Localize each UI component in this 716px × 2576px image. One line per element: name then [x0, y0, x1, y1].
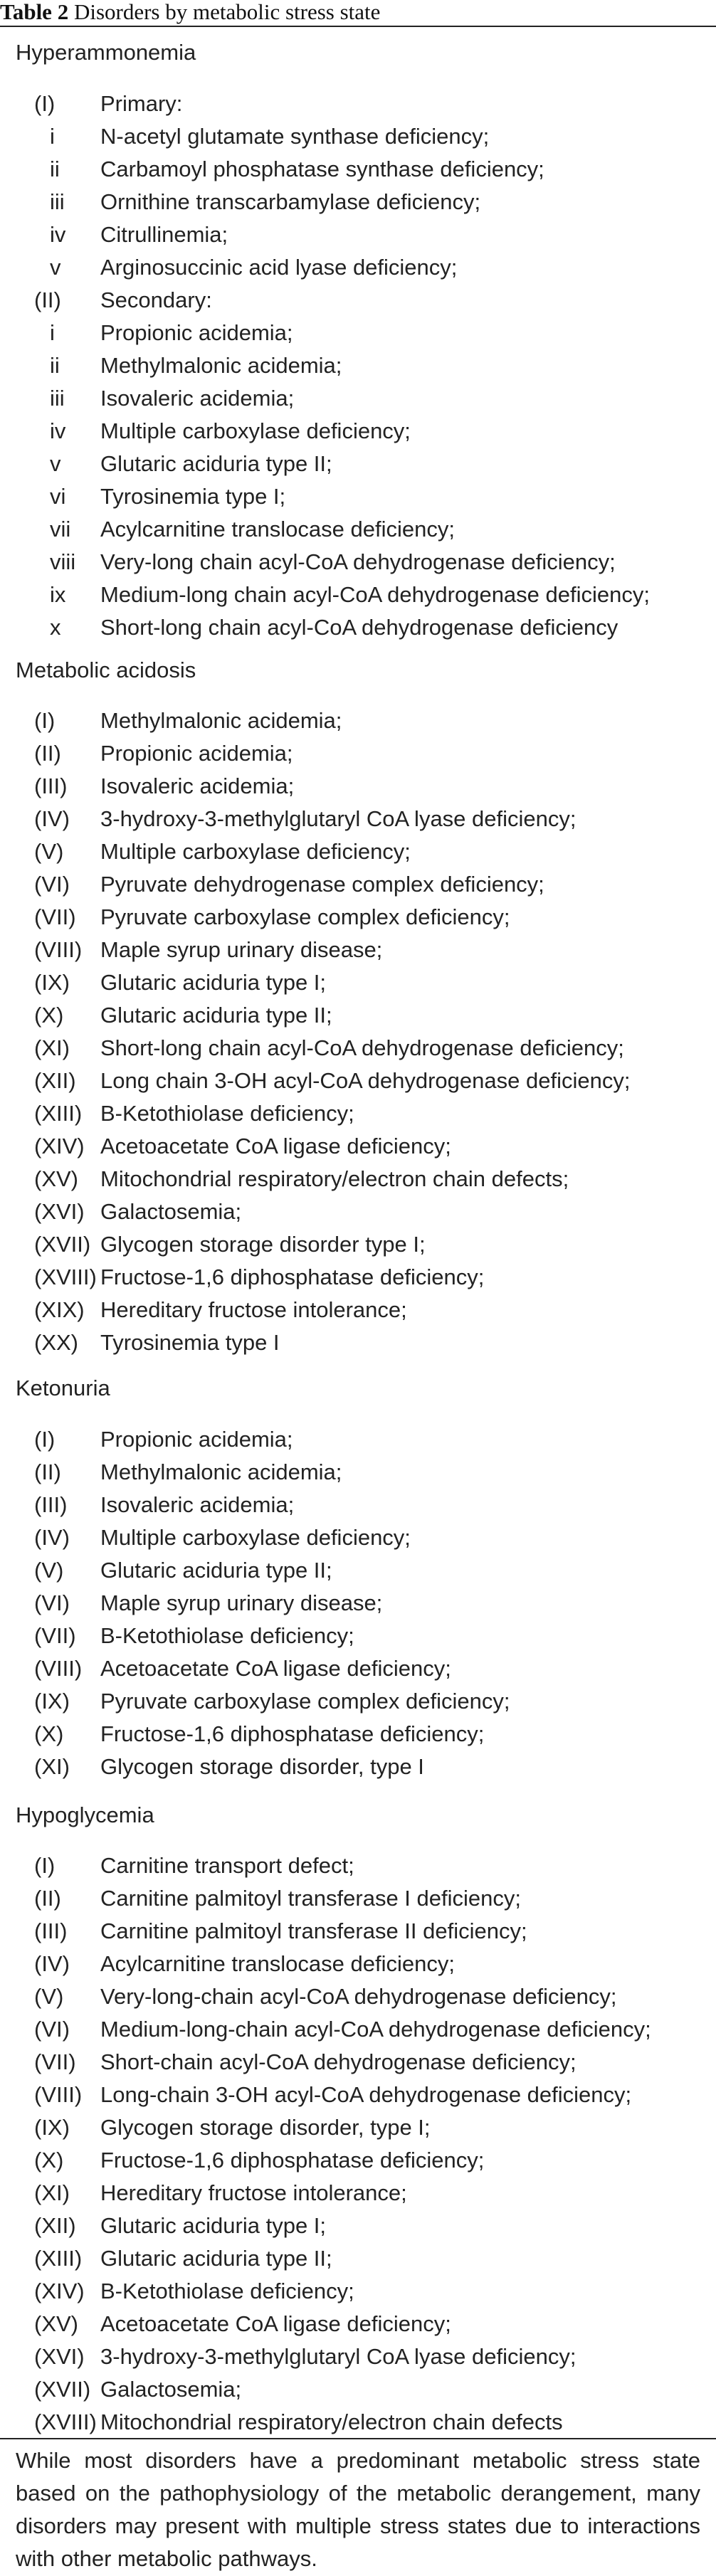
item-text: Citrullinemia; — [100, 222, 228, 247]
list-item — [0, 218, 716, 251]
item-number: viii — [50, 549, 76, 574]
list-item — [0, 1620, 716, 1652]
item-number: (IX) — [34, 970, 70, 995]
item-text: Short-chain acyl-CoA dehydrogenase deficiency; — [100, 2049, 577, 2074]
item-text: Glycogen storage disorder type I; — [100, 1232, 426, 1257]
list-item — [0, 999, 716, 1032]
table-label: Table 2 — [0, 0, 69, 24]
list-item — [0, 120, 716, 153]
item-number: (XV) — [34, 1166, 78, 1191]
list-item — [0, 1326, 716, 1359]
item-number: vi — [50, 484, 66, 509]
item-number: (VIII) — [34, 1656, 83, 1681]
item-number: (I) — [34, 91, 56, 116]
item-text: Methylmalonic acidemia; — [100, 353, 342, 378]
item-number: (IX) — [34, 1689, 70, 1714]
item-number: (II) — [34, 741, 61, 766]
item-text: Acetoacetate CoA ligase deficiency; — [100, 2311, 451, 2336]
item-number: (V) — [34, 1984, 64, 2009]
item-number: i — [50, 124, 55, 149]
item-number: (VIII) — [34, 937, 83, 962]
item-number: i — [50, 320, 55, 345]
item-number: (V) — [34, 839, 64, 864]
list-item — [0, 1456, 716, 1489]
list-item — [0, 1849, 716, 1882]
item-number: (IX) — [34, 2115, 70, 2140]
item-text: Methylmalonic acidemia; — [100, 708, 342, 733]
list-item — [0, 770, 716, 803]
item-number: iv — [50, 222, 66, 247]
table-caption — [0, 0, 716, 27]
item-number: (XII) — [34, 2213, 76, 2238]
item-text: Maple syrup urinary disease; — [100, 1590, 383, 1615]
item-text: Isovaleric acidemia; — [100, 774, 295, 798]
item-text: B-Ketothiolase deficiency; — [100, 1623, 354, 1648]
item-number: (VI) — [34, 2017, 70, 2042]
item-number: (VII) — [34, 904, 76, 929]
item-text: 3-hydroxy-3-methylglutaryl CoA lyase deficiency; — [100, 2344, 577, 2369]
list-item — [0, 349, 716, 382]
list-item — [0, 2079, 716, 2111]
item-text: Multiple carboxylase deficiency; — [100, 839, 411, 864]
item-text: Acylcarnitine translocase deficiency; — [100, 517, 455, 542]
item-number: (XIX) — [34, 1297, 85, 1322]
item-text: Hereditary fructose intolerance; — [100, 2180, 407, 2205]
item-number: (XVII) — [34, 1232, 91, 1257]
list-item — [0, 1294, 716, 1326]
item-number: (VII) — [34, 1623, 76, 1648]
item-number: (VI) — [34, 1590, 70, 1615]
list-item — [0, 382, 716, 415]
item-text: Tyrosinemia type I — [100, 1330, 280, 1355]
item-number: (VI) — [34, 872, 70, 897]
section-title-hyperammonemia: Hyperammonemia — [16, 40, 196, 65]
item-text: Tyrosinemia type I; — [100, 484, 286, 509]
item-number: (III) — [34, 1918, 68, 1943]
item-text: Multiple carboxylase deficiency; — [100, 418, 411, 443]
item-text: Carnitine transport defect; — [100, 1853, 354, 1878]
list-item — [0, 1915, 716, 1948]
list-item — [0, 2210, 716, 2242]
item-number: (XVI) — [34, 2344, 85, 2369]
list-item — [0, 2275, 716, 2308]
item-text: Mitochondrial respiratory/electron chain defects; — [100, 1166, 569, 1191]
item-number: (XVII) — [34, 2377, 91, 2402]
item-text: Glutaric aciduria type I; — [100, 2213, 327, 2238]
list-item — [0, 868, 716, 901]
list-item — [0, 1261, 716, 1294]
item-number: (VIII) — [34, 2082, 83, 2107]
list-item — [0, 88, 716, 120]
item-number: (I) — [34, 1427, 56, 1452]
list-item — [0, 704, 716, 737]
item-number: v — [50, 255, 61, 280]
item-text: Acetoacetate CoA ligase deficiency; — [100, 1134, 451, 1158]
list-item — [0, 934, 716, 966]
item-number: ii — [50, 353, 60, 378]
item-text: Glutaric aciduria type I; — [100, 970, 327, 995]
item-number: ix — [50, 582, 66, 607]
item-text: Propionic acidemia; — [100, 320, 293, 345]
list-item — [0, 480, 716, 513]
item-number: (XIV) — [34, 2279, 85, 2303]
item-text: Fructose-1,6 diphosphatase deficiency; — [100, 2148, 485, 2173]
table-title: Disorders by metabolic stress state — [68, 0, 381, 24]
list-item — [0, 2406, 716, 2439]
item-number: x — [50, 615, 61, 640]
item-number: (II) — [34, 1459, 61, 1484]
item-number: (XII) — [34, 1068, 76, 1093]
table-footnote: While most disorders have a predominant metabolic stress state based on the pathophysiology of the metabolic derangement, many disorders may present with multiple stress states due to interactions with other metabolic pathways. — [16, 2448, 700, 2571]
item-text: Fructose-1,6 diphosphatase deficiency; — [100, 1265, 485, 1289]
item-text: N-acetyl glutamate synthase deficiency; — [100, 124, 490, 149]
item-number: v — [50, 451, 61, 476]
list-item — [0, 1489, 716, 1521]
item-text: Arginosuccinic acid lyase deficiency; — [100, 255, 458, 280]
item-number: iii — [50, 386, 65, 411]
item-text: Short-long chain acyl-CoA dehydrogenase deficiency — [100, 615, 618, 640]
item-text: Carnitine palmitoyl transferase II deficiency; — [100, 1918, 527, 1943]
list-item — [0, 1554, 716, 1587]
list-item — [0, 1521, 716, 1554]
item-number: (II) — [34, 1886, 61, 1911]
list-item — [0, 2013, 716, 2046]
item-number: (II) — [34, 287, 61, 312]
list-item — [0, 611, 716, 644]
list-item — [0, 1685, 716, 1718]
item-number: (IV) — [34, 806, 70, 831]
list-item — [0, 1065, 716, 1097]
list-item — [0, 2144, 716, 2177]
item-text: Very-long chain acyl-CoA dehydrogenase deficiency; — [100, 549, 616, 574]
item-number: (X) — [34, 1003, 64, 1028]
list-item — [0, 737, 716, 770]
item-number: (XV) — [34, 2311, 78, 2336]
item-number: (XVI) — [34, 1199, 85, 1224]
item-number: (IV) — [34, 1525, 70, 1550]
list-item — [0, 2111, 716, 2144]
list-item — [0, 1097, 716, 1130]
item-text: B-Ketothiolase deficiency; — [100, 1101, 354, 1126]
item-text: Very-long-chain acyl-CoA dehydrogenase deficiency; — [100, 1984, 617, 2009]
list-item — [0, 1882, 716, 1915]
item-number: (X) — [34, 1721, 64, 1746]
item-text: Galactosemia; — [100, 1199, 242, 1224]
list-item — [0, 2373, 716, 2406]
list-item — [0, 1195, 716, 1228]
item-number: (XVIII) — [34, 2409, 97, 2434]
list-item — [0, 2308, 716, 2340]
item-text: Hereditary fructose intolerance; — [100, 1297, 407, 1322]
item-number: (III) — [34, 1492, 68, 1517]
item-number: (I) — [34, 1853, 56, 1878]
item-text: Glutaric aciduria type II; — [100, 1558, 332, 1583]
item-text: Methylmalonic acidemia; — [100, 1459, 342, 1484]
item-text: Isovaleric acidemia; — [100, 1492, 295, 1517]
item-text: Pyruvate carboxylase complex deficiency; — [100, 904, 510, 929]
item-text: Acylcarnitine translocase deficiency; — [100, 1951, 455, 1976]
item-number: (XVIII) — [34, 1265, 97, 1289]
item-number: (III) — [34, 774, 68, 798]
item-number: (XIV) — [34, 1134, 85, 1158]
item-text: Pyruvate carboxylase complex deficiency; — [100, 1689, 510, 1714]
item-text: Long-chain 3-OH acyl-CoA dehydrogenase deficiency; — [100, 2082, 632, 2107]
list-item — [0, 579, 716, 611]
item-text: Medium-long-chain acyl-CoA dehydrogenase deficiency; — [100, 2017, 651, 2042]
item-number: (XI) — [34, 1035, 70, 1060]
list-item — [0, 415, 716, 448]
item-number: (XIII) — [34, 1101, 83, 1126]
item-text: Primary: — [100, 91, 183, 116]
item-text: Carbamoyl phosphatase synthase deficiency; — [100, 157, 544, 181]
item-text: Maple syrup urinary disease; — [100, 937, 383, 962]
item-text: Carnitine palmitoyl transferase I deficiency; — [100, 1886, 521, 1911]
item-text: Multiple carboxylase deficiency; — [100, 1525, 411, 1550]
list-item — [0, 2177, 716, 2210]
list-item — [0, 1130, 716, 1163]
list-item — [0, 1751, 716, 1783]
item-text: Isovaleric acidemia; — [100, 386, 295, 411]
item-text: Fructose-1,6 diphosphatase deficiency; — [100, 1721, 485, 1746]
item-text: Propionic acidemia; — [100, 741, 293, 766]
item-number: (XI) — [34, 1754, 70, 1779]
list-item — [0, 2046, 716, 2079]
item-number: iv — [50, 418, 66, 443]
list-item — [0, 1423, 716, 1456]
item-number: (XI) — [34, 2180, 70, 2205]
item-text: 3-hydroxy-3-methylglutaryl CoA lyase deficiency; — [100, 806, 577, 831]
item-text: Short-long chain acyl-CoA dehydrogenase deficiency; — [100, 1035, 624, 1060]
list-item — [0, 186, 716, 218]
item-number: vii — [50, 517, 71, 542]
item-text: Pyruvate dehydrogenase complex deficiency; — [100, 872, 544, 897]
item-text: Mitochondrial respiratory/electron chain defects — [100, 2409, 563, 2434]
list-item — [0, 1948, 716, 1980]
item-number: (VII) — [34, 2049, 76, 2074]
section-title-ketonuria: Ketonuria — [16, 1376, 110, 1400]
item-number: (I) — [34, 708, 56, 733]
list-item — [0, 2340, 716, 2373]
item-number: (XIII) — [34, 2246, 83, 2271]
list-item — [0, 835, 716, 868]
item-text: Long chain 3-OH acyl-CoA dehydrogenase deficiency; — [100, 1068, 631, 1093]
list-item — [0, 153, 716, 186]
item-text: Propionic acidemia; — [100, 1427, 293, 1452]
table-bottom-rule — [0, 2438, 716, 2439]
list-item — [0, 901, 716, 934]
item-number: ii — [50, 157, 60, 181]
list-item — [0, 284, 716, 317]
item-text: Glycogen storage disorder, type I — [100, 1754, 424, 1779]
list-item — [0, 1652, 716, 1685]
item-text: Secondary: — [100, 287, 212, 312]
item-text: Glutaric aciduria type II; — [100, 1003, 332, 1028]
item-number: iii — [50, 189, 65, 214]
list-item — [0, 803, 716, 835]
item-number: (X) — [34, 2148, 64, 2173]
list-item — [0, 513, 716, 546]
item-number: (XX) — [34, 1330, 78, 1355]
item-text: Glutaric aciduria type II; — [100, 2246, 332, 2271]
item-text: Ornithine transcarbamylase deficiency; — [100, 189, 481, 214]
item-text: Galactosemia; — [100, 2377, 242, 2402]
list-item — [0, 1587, 716, 1620]
list-item — [0, 2242, 716, 2275]
item-text: Glycogen storage disorder, type I; — [100, 2115, 431, 2140]
item-text: B-Ketothiolase deficiency; — [100, 2279, 354, 2303]
list-item — [0, 1163, 716, 1195]
item-number: (IV) — [34, 1951, 70, 1976]
list-item — [0, 546, 716, 579]
list-item — [0, 1228, 716, 1261]
list-item — [0, 966, 716, 999]
item-text: Glutaric aciduria type II; — [100, 451, 332, 476]
item-text: Acetoacetate CoA ligase deficiency; — [100, 1656, 451, 1681]
section-title-hypoglycemia: Hypoglycemia — [16, 1802, 154, 1827]
list-item — [0, 251, 716, 284]
list-item — [0, 448, 716, 480]
list-item — [0, 1980, 716, 2013]
section-title-metabolic-acidosis: Metabolic acidosis — [16, 658, 196, 682]
item-number: (V) — [34, 1558, 64, 1583]
list-item — [0, 317, 716, 349]
item-text: Medium-long chain acyl-CoA dehydrogenase deficiency; — [100, 582, 650, 607]
list-item — [0, 1032, 716, 1065]
list-item — [0, 1718, 716, 1751]
